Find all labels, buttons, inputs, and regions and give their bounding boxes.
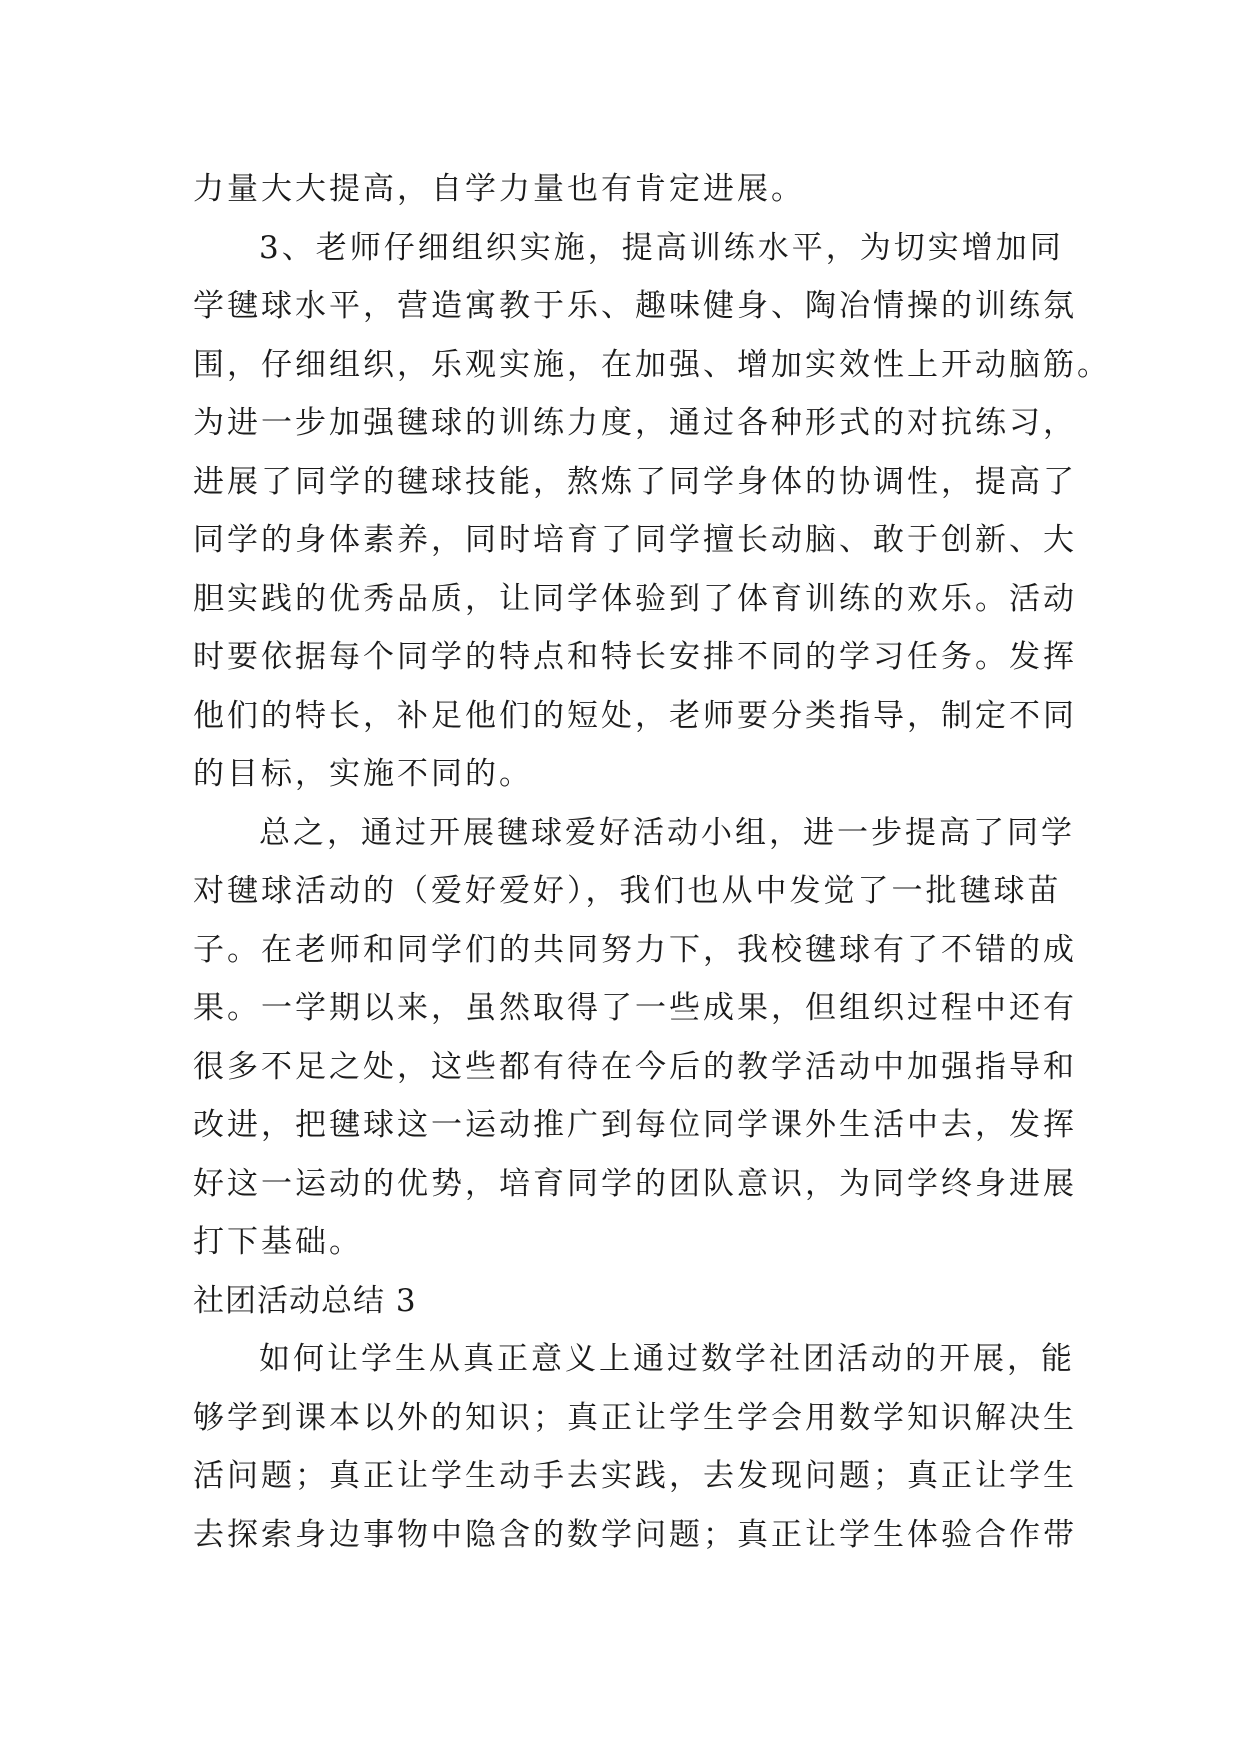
text-line: 子。在老师和同学们的共同努力下，我校毽球有了不错的成 — [193, 931, 1077, 968]
text-line: 胆实践的优秀品质，让同学体验到了体育训练的欢乐。活动 — [193, 580, 1077, 617]
text-line: 果。一学期以来，虽然取得了一些成果，但组织过程中还有 — [193, 990, 1077, 1026]
text-line: 够学到课本以外的知识；真正让学生学会用数学知识解决生 — [193, 1399, 1077, 1436]
text-line: 围，仔细组织，乐观实施，在加强、增加实效性上开动脑筋。 — [193, 346, 1111, 383]
text-line: 为进一步加强毽球的训练力度，通过各种形式的对抗练习， — [193, 405, 1077, 441]
text-line: 改进，把毽球这一运动推广到每位同学课外生活中去，发挥 — [193, 1107, 1077, 1143]
text-line: 进展了同学的毽球技能，熬炼了同学身体的协调性，提高了 — [193, 463, 1077, 500]
text-line: 打下基础。 — [193, 1224, 363, 1260]
text-line: 力量大大提高，自学力量也有肯定进展。 — [193, 171, 805, 207]
text-line: 去探索身边事物中隐含的数学问题；真正让学生体验合作带 — [193, 1516, 1077, 1553]
text-line: 同学的身体素养，同时培育了同学擅长动脑、敢于创新、大 — [193, 522, 1077, 558]
text-line: 好这一运动的优势，培育同学的团队意识，为同学终身进展 — [193, 1165, 1077, 1202]
paragraph-start-line: 如何让学生从真正意义上通过数学社团活动的开展，能 — [259, 1341, 1075, 1377]
document-body — [193, 160, 1111, 1564]
text-line: 活问题；真正让学生动手去实践，去发现问题；真正让学生 — [193, 1458, 1077, 1494]
text-line: 的目标，实施不同的。 — [193, 756, 533, 792]
paragraph-start-line: 3、老师仔细组织实施，提高训练水平，为切实增加同 — [259, 229, 1064, 266]
paragraph-start-line: 总之，通过开展毽球爱好活动小组，进一步提高了同学 — [259, 814, 1075, 851]
text-line: 很多不足之处，这些都有待在今后的教学活动中加强指导和 — [193, 1048, 1077, 1085]
text-line: 他们的特长，补足他们的短处，老师要分类指导，制定不同 — [193, 697, 1077, 734]
text-line: 学毽球水平，营造寓教于乐、趣味健身、陶冶情操的训练氛 — [193, 288, 1077, 324]
section-heading: 社团活动总结 3 — [193, 1282, 417, 1319]
text-line: 对毽球活动的（爱好爱好），我们也从中发觉了一批毽球苗 — [193, 873, 1062, 909]
text-line: 时要依据每个同学的特点和特长安排不同的学习任务。发挥 — [193, 639, 1077, 675]
